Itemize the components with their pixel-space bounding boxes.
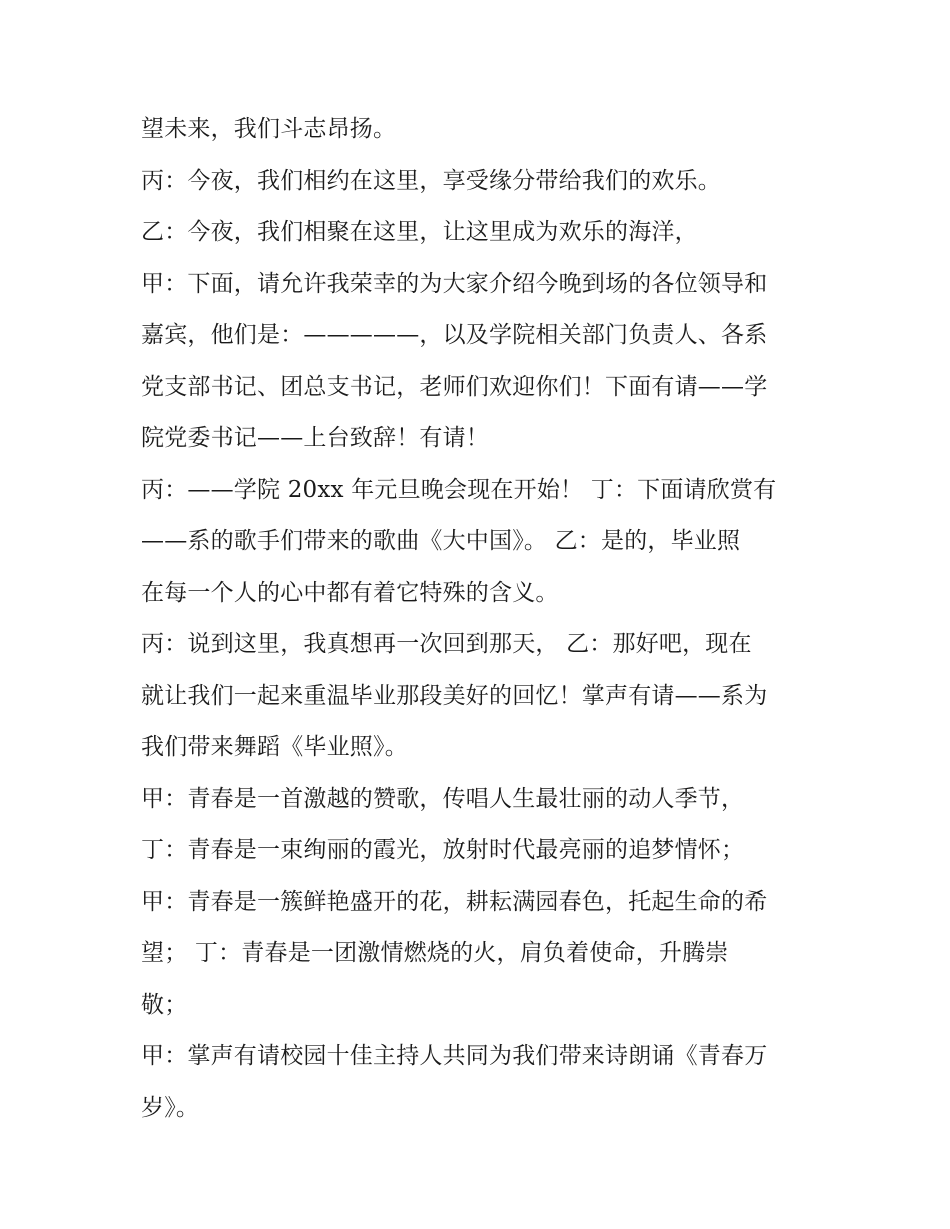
text-line: 敬；: [141, 991, 188, 1018]
text-line: 望； 丁：青春是一团激情燃烧的火，肩负着使命，升腾崇: [141, 940, 729, 966]
text-line: 就让我们一起来重温毕业那段美好的回忆！掌声有请——系为: [141, 682, 768, 709]
text-line: 甲：掌声有请校园十佳主持人共同为我们带来诗朗诵《青春万: [141, 1043, 768, 1069]
text-line: ——系的歌手们带来的歌曲《大中国》。 乙：是的，毕业照: [141, 528, 741, 554]
text-line: 院党委书记——上台致辞！有请！: [141, 425, 489, 451]
text-line: 嘉宾，他们是：—————，以及学院相关部门负责人、各系: [141, 322, 768, 348]
text-line: 丁：青春是一束绚丽的霞光，放射时代最亮丽的追梦情怀；: [141, 837, 745, 863]
text-line: 甲：青春是一首激越的赞歌，传唱人生最壮丽的动人季节，: [141, 785, 745, 812]
text-line: 丙：——学院 20xx 年元旦晚会现在开始！ 丁：下面请欣赏有: [141, 476, 777, 503]
text-line: 丙：说到这里，我真想再一次回到那天， 乙：那好吧，现在: [141, 631, 752, 657]
text-line: 甲：青春是一簇鲜艳盛开的花，耕耘满园春色，托起生命的希: [141, 888, 768, 915]
script-text-block: [141, 104, 831, 1134]
text-line: 岁》。: [141, 1094, 200, 1121]
text-line: 党支部书记、团总支书记，老师们欢迎你们！下面有请——学: [141, 373, 768, 400]
text-line: 乙：今夜，我们相聚在这里，让这里成为欢乐的海洋，: [141, 219, 698, 245]
text-line: 甲：下面，请允许我荣幸的为大家介绍今晚到场的各位领导和: [141, 270, 768, 297]
text-line: 在每一个人的心中都有着它特殊的含义。: [141, 579, 559, 606]
text-line: 丙：今夜，我们相约在这里，享受缘分带给我们的欢乐。: [141, 167, 721, 194]
text-line: 望未来，我们斗志昂扬。: [141, 116, 397, 142]
text-line: 我们带来舞蹈《毕业照》。: [141, 734, 408, 760]
